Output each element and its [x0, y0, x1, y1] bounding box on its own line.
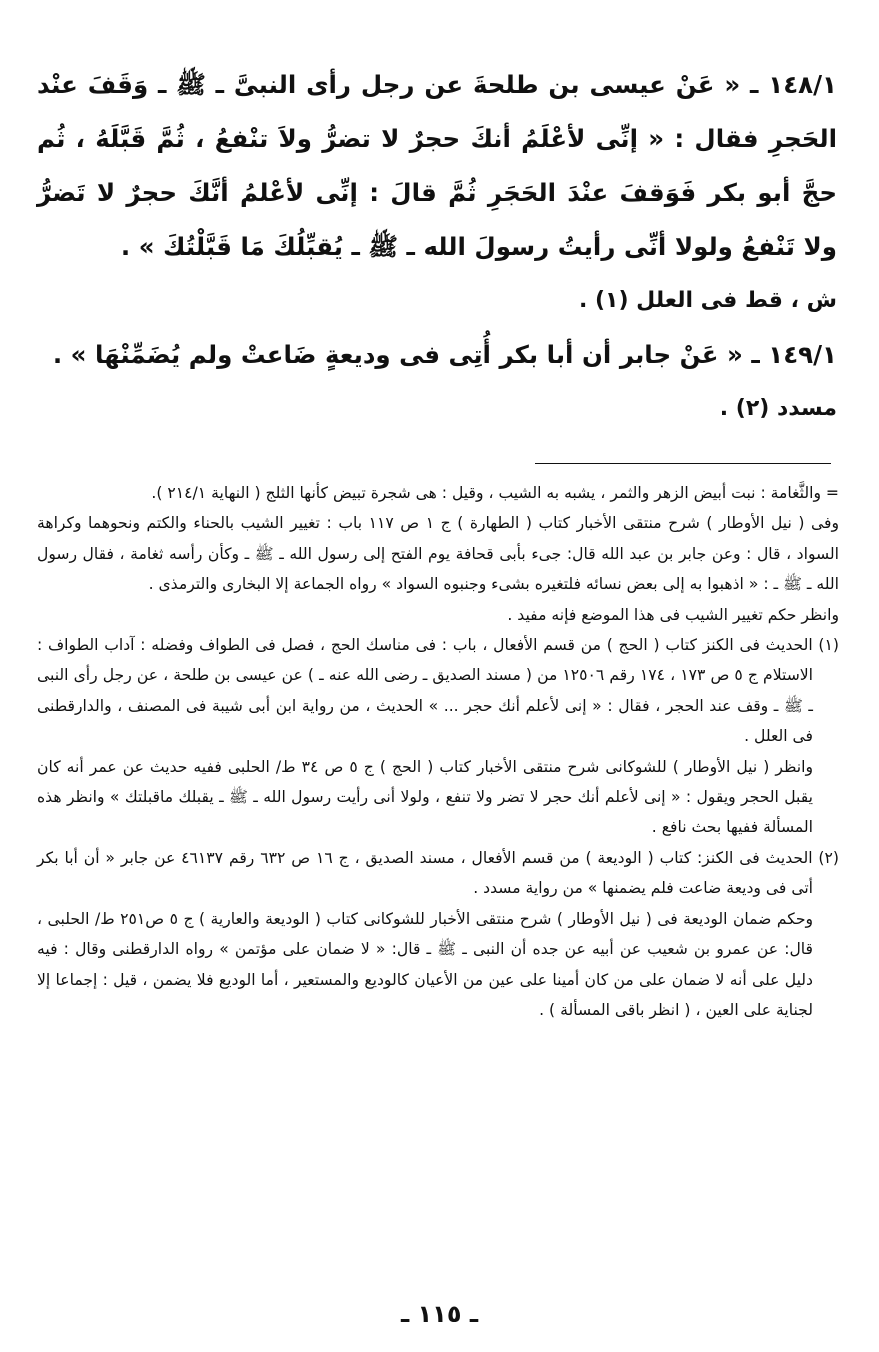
footnotes — [37, 478, 839, 1025]
hadith-149: ١٤٩/١ ـ « عَنْ جابر أن أبا بكر أُتِى فى وديعةٍ ضَاعتْ ولم يُضَمِّنْهَا » . — [52, 340, 837, 369]
page-number: ـ ١١٥ ـ — [400, 1300, 479, 1328]
hadith-148: ١٤٨/١ ـ « عَنْ عيسى بن طلحةَ عن رجل رأى النبىَّ ـ ﷺ ـ وَقَفَ عنْد الحَجرِ فقال : « إنِّى لأعْلَمُ أنكَ حجرٌ لا تضرُّ ولاَ تنْفعُ ، ثُمَّ قَبَّلَهُ ، ثُم حجَّ أبو بكر فَوَقفَ عنْدَ الحَجَرِ ثُمَّ قالَ : إنِّى لأعْلمُ أنَّكَ حجرٌ لا تَضرُّ ولا تَنْفعُ ولولا أنِّى رأيتُ رسولَ الله ـ ﷺ ـ يُقبِّلُكَ مَا قَبَّلْتُكَ » . — [37, 70, 837, 261]
footnote-2-continued: وحكم ضمان الوديعة فى ( نيل الأوطار ) شرح منتقى الأخبار للشوكانى كتاب ( الوديعة والعارية ) ج ٥ ص٢٥١ ط/ الحلبى ، قال: عن عمرو بن شعيب عن أبيه عن جده أن النبى ـ ﷺ ـ قال: « لا ضمان على مؤتمن » رواه الدارقطنى وقال : فيه دليل على أنه لا ضمان على من كان أمينا على عين من الأعيان كالوديع والمستعير ، أما الوديع فلا يضمن ، قيل : إجماعا إلا لجناية على العين ، ( انظر باقى المسألة ) . — [37, 909, 814, 1019]
footnote-separator — [535, 463, 831, 464]
footnote-1: (١) الحديث فى الكنز كتاب ( الحج ) من قسم الأفعال ، باب : فى مناسك الحج ، فصل فى الطواف وفضله : آداب الطواف : الاستلام ج ٥ ص ١٧٣ ، ١٧٤ رقم ١٢٥٠٦ من ( مسند الصديق ـ رضى الله عنه ـ ) عن عيسى بن طلحة ، عن رجل رأى النبى ـ ﷺ ـ وقف عند الحجر ، فقال : « إنى لأعلم أنك حجر ... » الحديث ، من رواية ابن أبى شيبة فى المصنف ، والدارقطنى فى العلل . — [37, 636, 839, 746]
footnote-1-continued: وانظر ( نيل الأوطار ) للشوكانى شرح منتقى الأخبار كتاب ( الحج ) ج ٥ ص ٣٤ ط/ الحلبى ففيه حديث عن عمر أنه كان يقبل الحجر ويقول : « إنى لأعلم أنك حجر لا تضر ولا تنفع ، ولولا أنى رأيت رسول الله ـ ﷺ ـ يقبلك ماقبلتك » وانظر هذه المسألة ففيها بحث نافع . — [37, 757, 813, 837]
footnote-continuation: = والثَّغامة : نبت أبيض الزهر والثمر ، يشبه به الشيب ، وقيل : هى شجرة تبيض كأنها الثلج ( النهاية ٢١٤/١ ). — [151, 484, 839, 502]
footnote-2: (٢) الحديث فى الكنز: كتاب ( الوديعة ) من قسم الأفعال ، مسند الصديق ، ج ١٦ ص ٦٣٢ رقم ٤٦١٣٧ عن جابر « أن أبا بكر أتى فى وديعة ضاعت فلم يضمنها » من رواية مسدد . — [37, 848, 839, 898]
footnote-paragraph: وانظر حكم تغيير الشيب فى هذا الموضع فإنه مفيد . — [507, 605, 839, 624]
main-text — [37, 58, 837, 436]
hadith-148-source: ش ، قط فى العلل (١) . — [578, 288, 837, 313]
hadith-149-source: مسدد (٢) . — [719, 396, 837, 421]
footnote-paragraph: وفى ( نيل الأوطار ) شرح منتقى الأخبار كتاب ( الطهارة ) ج ١ ص ١١٧ باب : تغيير الشيب بالحناء والكتم ونحوهما وكراهة السواد ، قال : وعن جابر بن عبد الله قال: جىء بأبى قحافة يوم الفتح إلى رسول الله ـ ﷺ ـ وكأن رأسه ثغامة ، فقال رسول الله ـ ﷺ ـ : « اذهبوا به إلى بعض نسائه فلتغيره بشىء وجنبوه السواد » رواه الجماعة إلا البخارى والترمذى . — [37, 514, 839, 594]
